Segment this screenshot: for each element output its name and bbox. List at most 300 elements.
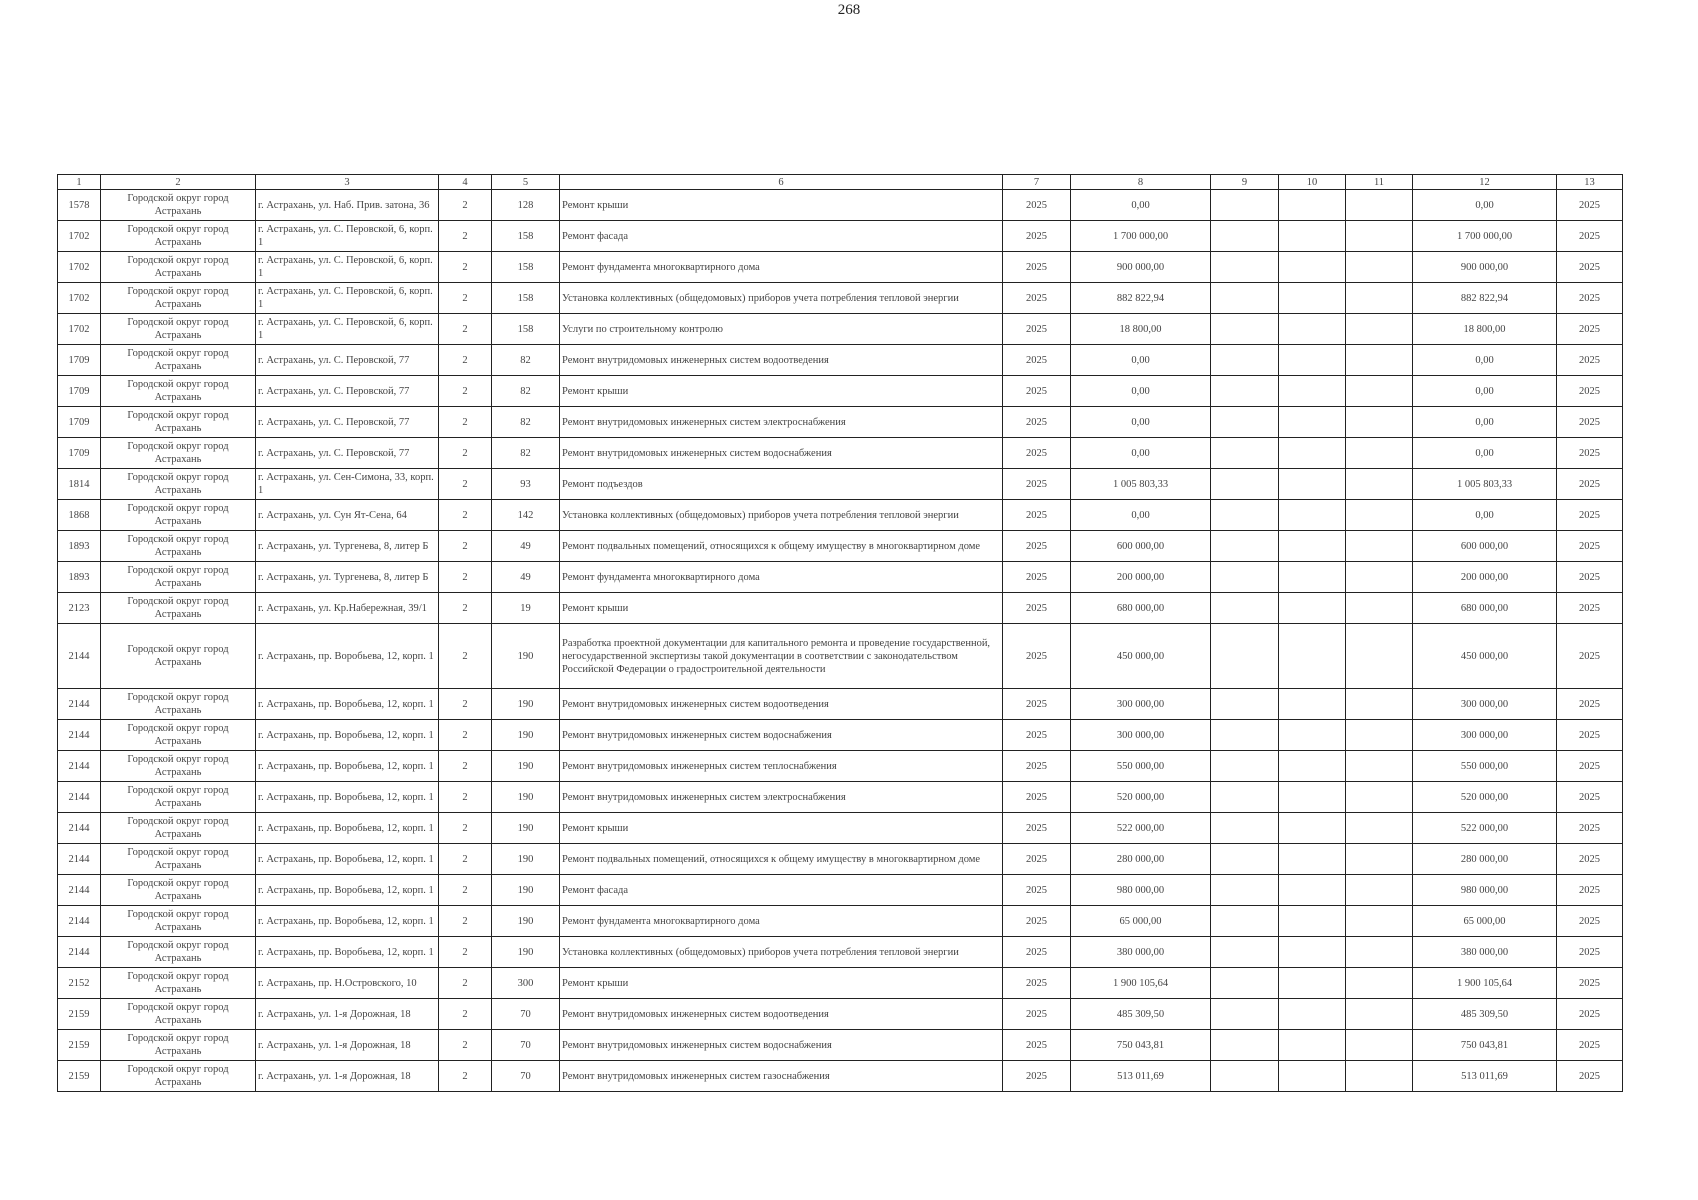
year-cell: 2025 — [1003, 1030, 1071, 1061]
address-cell: г. Астрахань, ул. Тургенева, 8, литер Б — [256, 531, 439, 562]
column-13-cell: 2025 — [1557, 937, 1623, 968]
table-row — [58, 813, 1623, 844]
column-5-cell: 190 — [492, 844, 560, 875]
year-cell: 2025 — [1003, 782, 1071, 813]
amount-cell: 18 800,00 — [1071, 314, 1211, 345]
column-10-cell — [1279, 376, 1346, 407]
column-11-cell — [1346, 469, 1413, 500]
column-12-cell: 980 000,00 — [1413, 875, 1557, 906]
work-type-cell: Ремонт внутридомовых инженерных систем водоснабжения — [560, 438, 1003, 469]
year-cell: 2025 — [1003, 1061, 1071, 1092]
column-9-cell — [1211, 999, 1279, 1030]
table-row — [58, 751, 1623, 782]
address-cell: г. Астрахань, ул. Сун Ят-Сена, 64 — [256, 500, 439, 531]
row-id-cell: 1709 — [58, 438, 101, 469]
row-id-cell: 2144 — [58, 782, 101, 813]
address-cell: г. Астрахань, ул. Тургенева, 8, литер Б — [256, 562, 439, 593]
address-cell: г. Астрахань, пр. Воробьева, 12, корп. 1 — [256, 906, 439, 937]
work-type-cell: Ремонт крыши — [560, 593, 1003, 624]
column-13-cell: 2025 — [1557, 968, 1623, 999]
year-cell: 2025 — [1003, 813, 1071, 844]
column-11-cell — [1346, 782, 1413, 813]
year-cell: 2025 — [1003, 593, 1071, 624]
column-11-cell — [1346, 751, 1413, 782]
column-5-cell: 158 — [492, 221, 560, 252]
column-11-cell — [1346, 438, 1413, 469]
column-4-cell: 2 — [439, 1030, 492, 1061]
column-13-cell: 2025 — [1557, 689, 1623, 720]
program-table — [57, 174, 1623, 1092]
column-10-cell — [1279, 813, 1346, 844]
amount-cell: 600 000,00 — [1071, 531, 1211, 562]
column-12-cell: 680 000,00 — [1413, 593, 1557, 624]
work-type-cell: Ремонт внутридомовых инженерных систем водоотведения — [560, 345, 1003, 376]
municipality-cell: Городской округ город Астрахань — [101, 593, 256, 624]
work-type-cell: Ремонт фундамента многоквартирного дома — [560, 906, 1003, 937]
address-cell: г. Астрахань, ул. С. Перовской, 77 — [256, 345, 439, 376]
column-5-cell: 190 — [492, 875, 560, 906]
column-10-cell — [1279, 221, 1346, 252]
municipality-cell: Городской округ город Астрахань — [101, 813, 256, 844]
column-12-cell: 300 000,00 — [1413, 720, 1557, 751]
table-row — [58, 500, 1623, 531]
amount-cell: 450 000,00 — [1071, 624, 1211, 689]
address-cell: г. Астрахань, ул. С. Перовской, 6, корп. 1 — [256, 221, 439, 252]
table-row — [58, 1030, 1623, 1061]
column-10-cell — [1279, 689, 1346, 720]
row-id-cell: 1868 — [58, 500, 101, 531]
column-10-cell — [1279, 999, 1346, 1030]
column-9-cell — [1211, 314, 1279, 345]
year-cell: 2025 — [1003, 221, 1071, 252]
column-4-cell: 2 — [439, 875, 492, 906]
column-11-cell — [1346, 562, 1413, 593]
amount-cell: 0,00 — [1071, 376, 1211, 407]
column-5-cell: 190 — [492, 720, 560, 751]
year-cell: 2025 — [1003, 999, 1071, 1030]
row-id-cell: 2159 — [58, 1061, 101, 1092]
column-5-cell: 190 — [492, 751, 560, 782]
column-9-cell — [1211, 376, 1279, 407]
work-type-cell: Ремонт подъездов — [560, 469, 1003, 500]
column-5-cell: 190 — [492, 624, 560, 689]
table-row — [58, 376, 1623, 407]
column-11-cell — [1346, 937, 1413, 968]
column-12-cell: 0,00 — [1413, 500, 1557, 531]
table-row — [58, 937, 1623, 968]
amount-cell: 522 000,00 — [1071, 813, 1211, 844]
column-11-cell — [1346, 531, 1413, 562]
column-11-cell — [1346, 1030, 1413, 1061]
column-12-cell: 65 000,00 — [1413, 906, 1557, 937]
address-cell: г. Астрахань, пр. Воробьева, 12, корп. 1 — [256, 844, 439, 875]
column-9-cell — [1211, 500, 1279, 531]
column-5-cell: 82 — [492, 407, 560, 438]
column-12-cell: 280 000,00 — [1413, 844, 1557, 875]
column-5-cell: 128 — [492, 190, 560, 221]
year-cell: 2025 — [1003, 252, 1071, 283]
column-12-cell: 600 000,00 — [1413, 531, 1557, 562]
municipality-cell: Городской округ город Астрахань — [101, 562, 256, 593]
column-5-cell: 82 — [492, 438, 560, 469]
year-cell: 2025 — [1003, 438, 1071, 469]
municipality-cell: Городской округ город Астрахань — [101, 345, 256, 376]
amount-cell: 0,00 — [1071, 500, 1211, 531]
column-9-cell — [1211, 252, 1279, 283]
table-row — [58, 469, 1623, 500]
work-type-cell: Установка коллективных (общедомовых) приборов учета потребления тепловой энергии — [560, 937, 1003, 968]
column-10-cell — [1279, 906, 1346, 937]
column-10-cell — [1279, 190, 1346, 221]
column-12-cell: 0,00 — [1413, 438, 1557, 469]
year-cell: 2025 — [1003, 689, 1071, 720]
column-5-cell: 49 — [492, 562, 560, 593]
year-cell: 2025 — [1003, 906, 1071, 937]
row-id-cell: 1578 — [58, 190, 101, 221]
year-cell: 2025 — [1003, 844, 1071, 875]
column-13-cell: 2025 — [1557, 376, 1623, 407]
column-4-cell: 2 — [439, 345, 492, 376]
column-11-cell — [1346, 624, 1413, 689]
column-4-cell: 2 — [439, 500, 492, 531]
address-cell: г. Астрахань, пр. Воробьева, 12, корп. 1 — [256, 689, 439, 720]
year-cell: 2025 — [1003, 376, 1071, 407]
column-5-cell: 82 — [492, 345, 560, 376]
column-10-cell — [1279, 1061, 1346, 1092]
column-13-cell: 2025 — [1557, 906, 1623, 937]
address-cell: г. Астрахань, ул. 1-я Дорожная, 18 — [256, 1061, 439, 1092]
table-row — [58, 844, 1623, 875]
row-id-cell: 2152 — [58, 968, 101, 999]
row-id-cell: 2144 — [58, 751, 101, 782]
table-row — [58, 593, 1623, 624]
row-id-cell: 1702 — [58, 314, 101, 345]
year-cell: 2025 — [1003, 937, 1071, 968]
column-13-cell: 2025 — [1557, 624, 1623, 689]
column-13-cell: 2025 — [1557, 407, 1623, 438]
table-row — [58, 624, 1623, 689]
column-11-cell — [1346, 314, 1413, 345]
table-row — [58, 283, 1623, 314]
table-row — [58, 562, 1623, 593]
work-type-cell: Установка коллективных (общедомовых) приборов учета потребления тепловой энергии — [560, 283, 1003, 314]
column-9-cell — [1211, 624, 1279, 689]
year-cell: 2025 — [1003, 469, 1071, 500]
column-4-cell: 2 — [439, 844, 492, 875]
row-id-cell: 2144 — [58, 689, 101, 720]
column-12-cell: 1 700 000,00 — [1413, 221, 1557, 252]
row-id-cell: 1702 — [58, 252, 101, 283]
municipality-cell: Городской округ город Астрахань — [101, 624, 256, 689]
column-13-cell: 2025 — [1557, 345, 1623, 376]
column-10-cell — [1279, 252, 1346, 283]
municipality-cell: Городской округ город Астрахань — [101, 906, 256, 937]
amount-cell: 900 000,00 — [1071, 252, 1211, 283]
column-5-cell: 158 — [492, 314, 560, 345]
column-9-cell — [1211, 469, 1279, 500]
column-10-cell — [1279, 875, 1346, 906]
column-5-cell: 70 — [492, 999, 560, 1030]
column-5-cell: 190 — [492, 813, 560, 844]
column-5-cell: 190 — [492, 782, 560, 813]
column-12-cell: 450 000,00 — [1413, 624, 1557, 689]
municipality-cell: Городской округ город Астрахань — [101, 720, 256, 751]
table-row — [58, 531, 1623, 562]
column-11-cell — [1346, 968, 1413, 999]
column-4-cell: 2 — [439, 782, 492, 813]
column-9-cell — [1211, 720, 1279, 751]
column-12-cell: 300 000,00 — [1413, 689, 1557, 720]
table-row — [58, 999, 1623, 1030]
column-4-cell: 2 — [439, 689, 492, 720]
column-13-cell: 2025 — [1557, 751, 1623, 782]
column-13-cell: 2025 — [1557, 875, 1623, 906]
column-12-cell: 750 043,81 — [1413, 1030, 1557, 1061]
address-cell: г. Астрахань, ул. 1-я Дорожная, 18 — [256, 1030, 439, 1061]
address-cell: г. Астрахань, ул. Кр.Набережная, 39/1 — [256, 593, 439, 624]
row-id-cell: 2144 — [58, 906, 101, 937]
column-9-cell — [1211, 190, 1279, 221]
amount-cell: 65 000,00 — [1071, 906, 1211, 937]
municipality-cell: Городской округ город Астрахань — [101, 407, 256, 438]
column-10-cell — [1279, 782, 1346, 813]
column-4-cell: 2 — [439, 720, 492, 751]
column-13-cell: 2025 — [1557, 252, 1623, 283]
column-4-cell: 2 — [439, 376, 492, 407]
amount-cell: 1 700 000,00 — [1071, 221, 1211, 252]
row-id-cell: 1709 — [58, 376, 101, 407]
column-12-cell: 550 000,00 — [1413, 751, 1557, 782]
column-13-cell: 2025 — [1557, 813, 1623, 844]
year-cell: 2025 — [1003, 562, 1071, 593]
column-4-cell: 2 — [439, 438, 492, 469]
row-id-cell: 2144 — [58, 875, 101, 906]
year-cell: 2025 — [1003, 875, 1071, 906]
column-12-cell: 0,00 — [1413, 376, 1557, 407]
municipality-cell: Городской округ город Астрахань — [101, 221, 256, 252]
column-11-cell — [1346, 500, 1413, 531]
column-11-cell — [1346, 221, 1413, 252]
address-cell: г. Астрахань, ул. С. Перовской, 6, корп. 1 — [256, 252, 439, 283]
column-9-cell — [1211, 689, 1279, 720]
column-10-cell — [1279, 751, 1346, 782]
column-9-cell — [1211, 1061, 1279, 1092]
column-5-cell: 300 — [492, 968, 560, 999]
row-id-cell: 2144 — [58, 813, 101, 844]
row-id-cell: 1702 — [58, 283, 101, 314]
column-11-cell — [1346, 283, 1413, 314]
column-9-cell — [1211, 531, 1279, 562]
column-5-cell: 70 — [492, 1030, 560, 1061]
header-cell: 9 — [1211, 175, 1279, 190]
column-13-cell: 2025 — [1557, 221, 1623, 252]
municipality-cell: Городской округ город Астрахань — [101, 937, 256, 968]
column-11-cell — [1346, 1061, 1413, 1092]
column-13-cell: 2025 — [1557, 531, 1623, 562]
column-10-cell — [1279, 720, 1346, 751]
amount-cell: 513 011,69 — [1071, 1061, 1211, 1092]
column-11-cell — [1346, 875, 1413, 906]
column-11-cell — [1346, 689, 1413, 720]
table-row — [58, 906, 1623, 937]
year-cell: 2025 — [1003, 345, 1071, 376]
column-13-cell: 2025 — [1557, 844, 1623, 875]
column-4-cell: 2 — [439, 1061, 492, 1092]
column-13-cell: 2025 — [1557, 469, 1623, 500]
amount-cell: 1 900 105,64 — [1071, 968, 1211, 999]
amount-cell: 300 000,00 — [1071, 689, 1211, 720]
row-id-cell: 2144 — [58, 624, 101, 689]
row-id-cell: 2144 — [58, 844, 101, 875]
address-cell: г. Астрахань, ул. С. Перовской, 6, корп. 1 — [256, 283, 439, 314]
municipality-cell: Городской округ город Астрахань — [101, 252, 256, 283]
table-row — [58, 782, 1623, 813]
table-row — [58, 252, 1623, 283]
amount-cell: 300 000,00 — [1071, 720, 1211, 751]
column-10-cell — [1279, 438, 1346, 469]
amount-cell: 0,00 — [1071, 407, 1211, 438]
year-cell: 2025 — [1003, 968, 1071, 999]
municipality-cell: Городской округ город Астрахань — [101, 314, 256, 345]
work-type-cell: Ремонт внутридомовых инженерных систем водоотведения — [560, 999, 1003, 1030]
column-13-cell: 2025 — [1557, 500, 1623, 531]
amount-cell: 680 000,00 — [1071, 593, 1211, 624]
column-10-cell — [1279, 968, 1346, 999]
column-4-cell: 2 — [439, 407, 492, 438]
column-9-cell — [1211, 937, 1279, 968]
address-cell: г. Астрахань, пр. Воробьева, 12, корп. 1 — [256, 875, 439, 906]
municipality-cell: Городской округ город Астрахань — [101, 1030, 256, 1061]
amount-cell: 280 000,00 — [1071, 844, 1211, 875]
header-cell: 13 — [1557, 175, 1623, 190]
column-5-cell: 142 — [492, 500, 560, 531]
work-type-cell: Ремонт внутридомовых инженерных систем теплоснабжения — [560, 751, 1003, 782]
column-13-cell: 2025 — [1557, 999, 1623, 1030]
municipality-cell: Городской округ город Астрахань — [101, 844, 256, 875]
table-row — [58, 221, 1623, 252]
municipality-cell: Городской округ город Астрахань — [101, 751, 256, 782]
municipality-cell: Городской округ город Астрахань — [101, 190, 256, 221]
column-9-cell — [1211, 438, 1279, 469]
year-cell: 2025 — [1003, 531, 1071, 562]
column-10-cell — [1279, 624, 1346, 689]
column-5-cell: 158 — [492, 252, 560, 283]
municipality-cell: Городской округ город Астрахань — [101, 469, 256, 500]
column-13-cell: 2025 — [1557, 1030, 1623, 1061]
municipality-cell: Городской округ город Астрахань — [101, 283, 256, 314]
table-row — [58, 345, 1623, 376]
column-4-cell: 2 — [439, 999, 492, 1030]
work-type-cell: Ремонт фундамента многоквартирного дома — [560, 252, 1003, 283]
column-10-cell — [1279, 314, 1346, 345]
column-4-cell: 2 — [439, 252, 492, 283]
column-10-cell — [1279, 500, 1346, 531]
column-12-cell: 882 822,94 — [1413, 283, 1557, 314]
amount-cell: 520 000,00 — [1071, 782, 1211, 813]
work-type-cell: Ремонт внутридомовых инженерных систем газоснабжения — [560, 1061, 1003, 1092]
header-cell: 10 — [1279, 175, 1346, 190]
work-type-cell: Ремонт крыши — [560, 190, 1003, 221]
column-4-cell: 2 — [439, 221, 492, 252]
header-cell: 7 — [1003, 175, 1071, 190]
row-id-cell: 2144 — [58, 720, 101, 751]
table-row — [58, 689, 1623, 720]
work-type-cell: Разработка проектной документации для капитального ремонта и проведение государственной, негосударственной экспертизы такой документации в соответствии с законодательством Российской Федерации о градостроительной деятельности — [560, 624, 1003, 689]
column-13-cell: 2025 — [1557, 438, 1623, 469]
table-row — [58, 438, 1623, 469]
amount-cell: 882 822,94 — [1071, 283, 1211, 314]
column-12-cell: 18 800,00 — [1413, 314, 1557, 345]
header-cell: 12 — [1413, 175, 1557, 190]
amount-cell: 0,00 — [1071, 438, 1211, 469]
work-type-cell: Ремонт фасада — [560, 221, 1003, 252]
address-cell: г. Астрахань, ул. 1-я Дорожная, 18 — [256, 999, 439, 1030]
column-4-cell: 2 — [439, 813, 492, 844]
column-10-cell — [1279, 1030, 1346, 1061]
column-4-cell: 2 — [439, 593, 492, 624]
column-10-cell — [1279, 937, 1346, 968]
column-10-cell — [1279, 531, 1346, 562]
column-9-cell — [1211, 345, 1279, 376]
municipality-cell: Городской округ город Астрахань — [101, 999, 256, 1030]
column-12-cell: 900 000,00 — [1413, 252, 1557, 283]
header-cell: 11 — [1346, 175, 1413, 190]
work-type-cell: Ремонт крыши — [560, 376, 1003, 407]
column-11-cell — [1346, 720, 1413, 751]
column-9-cell — [1211, 844, 1279, 875]
column-9-cell — [1211, 813, 1279, 844]
column-11-cell — [1346, 844, 1413, 875]
work-type-cell: Ремонт внутридомовых инженерных систем водоотведения — [560, 689, 1003, 720]
column-5-cell: 82 — [492, 376, 560, 407]
address-cell: г. Астрахань, пр. Воробьева, 12, корп. 1 — [256, 751, 439, 782]
column-10-cell — [1279, 469, 1346, 500]
work-type-cell: Ремонт подвальных помещений, относящихся к общему имуществу в многоквартирном доме — [560, 531, 1003, 562]
column-12-cell: 200 000,00 — [1413, 562, 1557, 593]
column-11-cell — [1346, 593, 1413, 624]
municipality-cell: Городской округ город Астрахань — [101, 782, 256, 813]
column-10-cell — [1279, 844, 1346, 875]
amount-cell: 0,00 — [1071, 345, 1211, 376]
municipality-cell: Городской округ город Астрахань — [101, 968, 256, 999]
column-9-cell — [1211, 875, 1279, 906]
address-cell: г. Астрахань, пр. Воробьева, 12, корп. 1 — [256, 813, 439, 844]
work-type-cell: Ремонт фасада — [560, 875, 1003, 906]
year-cell: 2025 — [1003, 624, 1071, 689]
municipality-cell: Городской округ город Астрахань — [101, 689, 256, 720]
municipality-cell: Городской округ город Астрахань — [101, 376, 256, 407]
header-cell: 4 — [439, 175, 492, 190]
amount-cell: 550 000,00 — [1071, 751, 1211, 782]
row-id-cell: 1709 — [58, 345, 101, 376]
column-12-cell: 0,00 — [1413, 345, 1557, 376]
column-12-cell: 520 000,00 — [1413, 782, 1557, 813]
column-13-cell: 2025 — [1557, 593, 1623, 624]
table-row — [58, 720, 1623, 751]
column-5-cell: 19 — [492, 593, 560, 624]
amount-cell: 380 000,00 — [1071, 937, 1211, 968]
amount-cell: 485 309,50 — [1071, 999, 1211, 1030]
column-4-cell: 2 — [439, 283, 492, 314]
column-5-cell: 158 — [492, 283, 560, 314]
work-type-cell: Ремонт внутридомовых инженерных систем электроснабжения — [560, 407, 1003, 438]
work-type-cell: Ремонт крыши — [560, 813, 1003, 844]
address-cell: г. Астрахань, ул. Сен-Симона, 33, корп. 1 — [256, 469, 439, 500]
column-10-cell — [1279, 593, 1346, 624]
amount-cell: 1 005 803,33 — [1071, 469, 1211, 500]
column-4-cell: 2 — [439, 190, 492, 221]
column-12-cell: 0,00 — [1413, 407, 1557, 438]
